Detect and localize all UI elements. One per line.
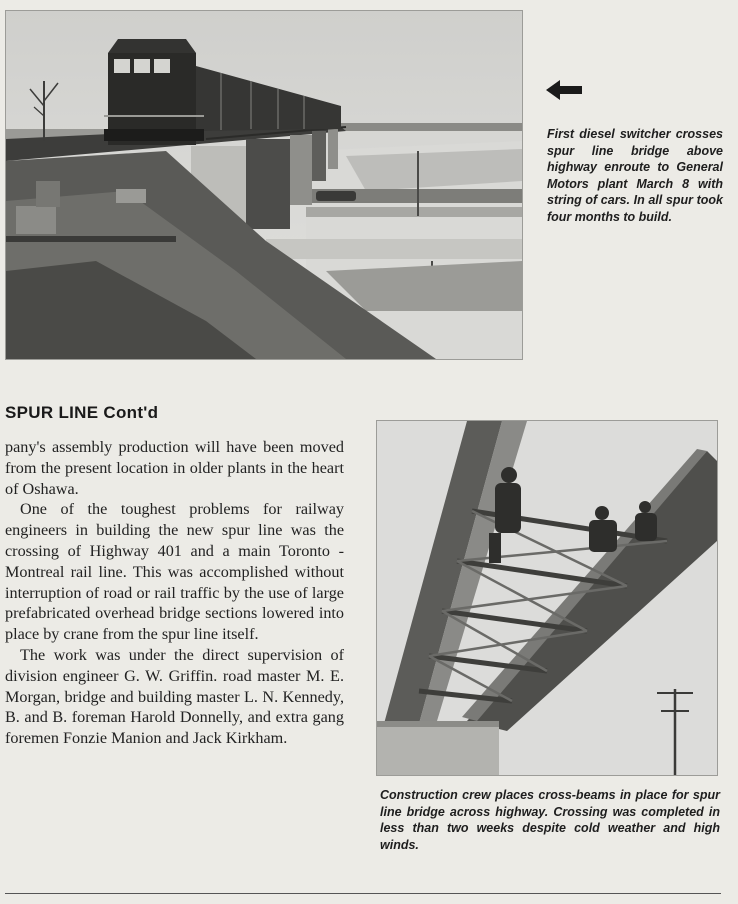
construction-crew-photo — [376, 420, 718, 776]
article-heading: SPUR LINE Cont'd — [5, 403, 159, 422]
article-body — [5, 437, 344, 749]
locomotive-bridge-illustration — [6, 11, 522, 359]
locomotive-bridge-photo — [5, 10, 523, 360]
arrow-left-icon — [546, 80, 582, 100]
page-bottom-rule — [5, 893, 721, 894]
bottom-photo-caption: Construction crew places cross-beams in place for spur line bridge across highway. Crossing was completed in less than two weeks despite cold weather and high winds. — [380, 788, 720, 852]
article-paragraph: pany's assembly production will have been moved from the present location in older plants in the heart of Oshawa. — [5, 438, 344, 498]
article-paragraph: One of the toughest problems for railway engineers in building the new spur line was the crossing of Highway 401 and a main Toronto - Montreal rail line. This was accomplished without interruption of road or rail traffic by the use of large prefabricated overhead bridge sections lowered into place by crane from the spur line itself. — [5, 500, 344, 644]
top-photo-caption: First diesel switcher crosses spur line bridge above highway enroute to General Motors plant March 8 with string of cars. In all spur took four months to build. — [547, 127, 723, 224]
article-paragraph: The work was under the direct supervision of division engineer G. W. Griffin. road master M. E. Morgan, bridge and building master L. N. Kennedy, B. and B. foreman Harold Donnelly, and extra gang foremen Fonzie Manion and Jack Kirkham. — [5, 645, 344, 748]
construction-crew-illustration — [377, 421, 717, 775]
